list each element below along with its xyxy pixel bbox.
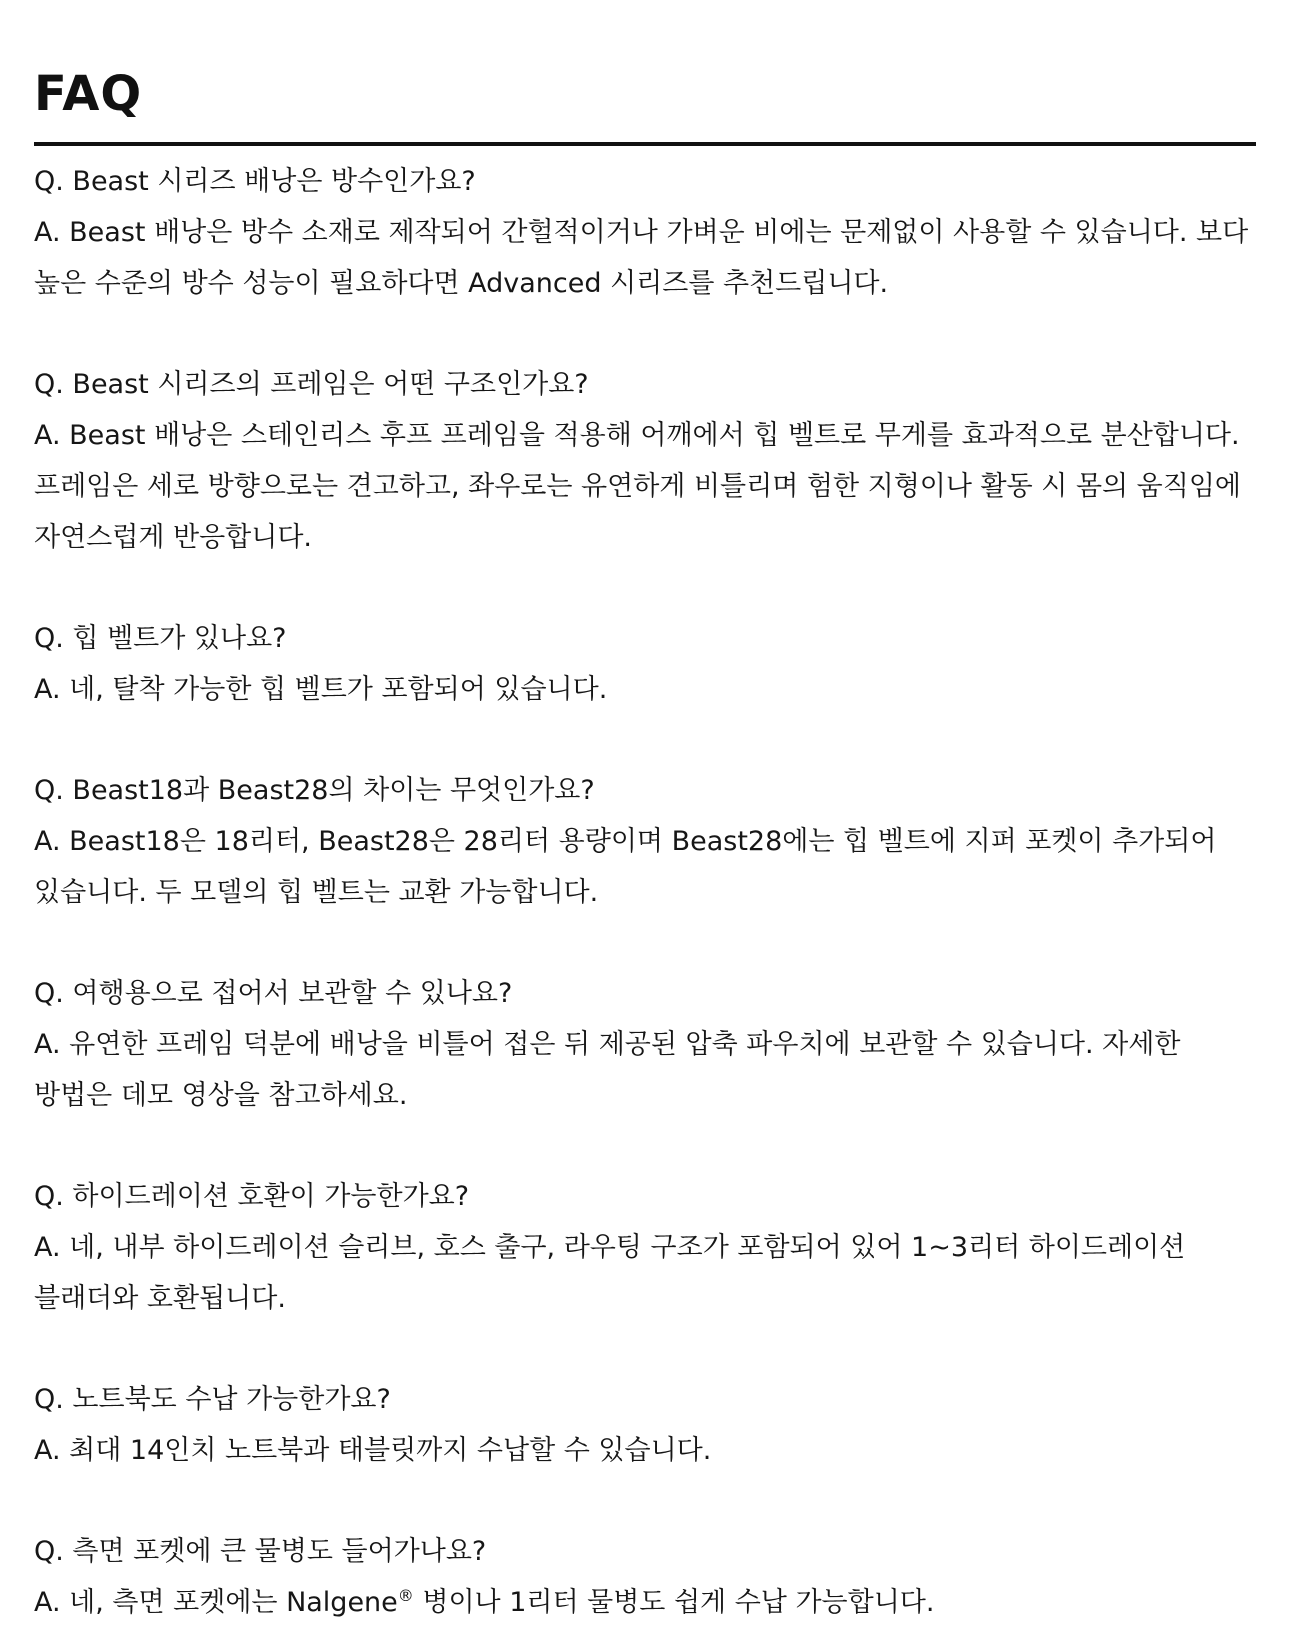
faq-answer: A. Beast 배낭은 스테인리스 후프 프레임을 적용해 어깨에서 힙 벨트로 무게를 효과적으로 분산합니다. 프레임은 세로 방향으로는 견고하고, 좌우로는 유연하게 비틀리며 험한 지형이나 활동 시 몸의 움직임에 자연스럽게 반응합니다. — [34, 420, 1242, 553]
faq-answer — [34, 1577, 1256, 1628]
faq-question: Q. Beast 시리즈 배낭은 방수인가요? — [34, 166, 476, 197]
page-title: FAQ — [34, 66, 143, 122]
faq-item — [34, 765, 1256, 918]
faq-answer: A. 유연한 프레임 덕분에 배낭을 비틀어 접은 뒤 제공된 압축 파우치에 보관할 수 있습니다. 자세한 방법은 데모 영상을 참고하세요. — [34, 1029, 1181, 1111]
title-divider — [34, 142, 1256, 146]
faq-answer: A. 최대 14인치 노트북과 태블릿까지 수납할 수 있습니다. — [34, 1435, 712, 1466]
faq-answer-text: 병이나 1리터 물병도 쉽게 수납 가능합니다. — [413, 1587, 935, 1618]
faq-question: Q. 측면 포켓에 큰 물병도 들어가나요? — [34, 1536, 487, 1567]
faq-item — [34, 156, 1256, 309]
faq-answer-text: A. 네, 측면 포켓에는 Nalgene — [34, 1587, 398, 1618]
faq-answer: A. Beast 배낭은 방수 소재로 제작되어 간헐적이거나 가벼운 비에는 문제없이 사용할 수 있습니다. 보다 높은 수준의 방수 성능이 필요하다면 Advanced 시리즈를 추천드립니다. — [34, 217, 1249, 299]
faq-item — [34, 968, 1256, 1121]
faq-answer: A. 네, 내부 하이드레이션 슬리브, 호스 출구, 라우팅 구조가 포함되어 있어 1~3리터 하이드레이션 블래더와 호환됩니다. — [34, 1232, 1186, 1314]
faq-item — [34, 1171, 1256, 1324]
faq-question: Q. Beast18과 Beast28의 차이는 무엇인가요? — [34, 775, 595, 806]
faq-question: Q. 하이드레이션 호환이 가능한가요? — [34, 1181, 470, 1212]
faq-answer: A. Beast18은 18리터, Beast28은 28리터 용량이며 Beast28에는 힙 벨트에 지퍼 포켓이 추가되어 있습니다. 두 모델의 힙 벨트는 교환 가능합니다. — [34, 826, 1217, 908]
faq-question: Q. 힙 벨트가 있나요? — [34, 623, 287, 654]
faq-item — [34, 1374, 1256, 1476]
faq-answer: A. 네, 탈착 가능한 힙 벨트가 포함되어 있습니다. — [34, 674, 608, 705]
faq-question: Q. 노트북도 수납 가능한가요? — [34, 1384, 391, 1415]
faq-list — [34, 156, 1256, 1628]
faq-question: Q. Beast 시리즈의 프레임은 어떤 구조인가요? — [34, 369, 589, 400]
faq-item — [34, 1526, 1256, 1628]
faq-question: Q. 여행용으로 접어서 보관할 수 있나요? — [34, 978, 513, 1009]
faq-item — [34, 613, 1256, 715]
registered-mark: ® — [397, 1586, 414, 1605]
faq-item — [34, 359, 1256, 563]
